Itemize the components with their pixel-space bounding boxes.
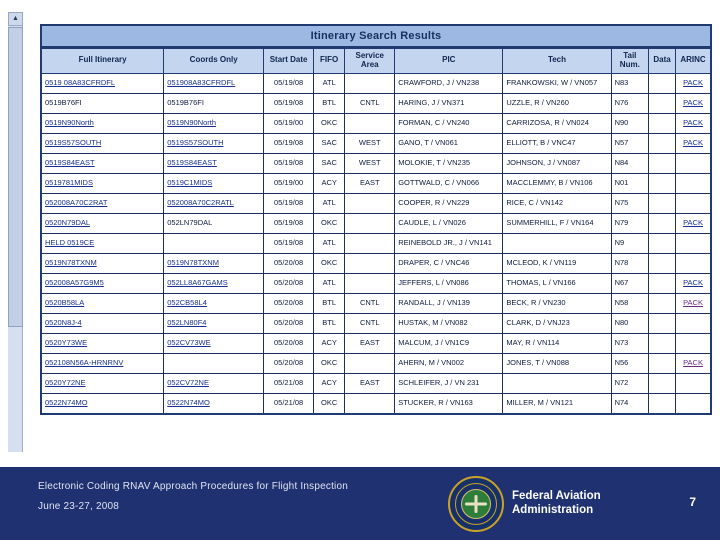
cell-full-itinerary[interactable]: [41, 193, 164, 213]
cell-tail-num: N79: [611, 213, 648, 233]
cell-tail-num: N67: [611, 273, 648, 293]
cell-tech: ELLIOTT, B / VNC47: [503, 133, 611, 153]
cell-arinc: [676, 153, 711, 173]
cell-full-itinerary[interactable]: [41, 313, 164, 333]
cell-start-date: 05/20/08: [264, 253, 314, 273]
cell-service-area: EAST: [345, 333, 395, 353]
table-row: [41, 393, 711, 414]
table-row: [41, 213, 711, 233]
cell-tech: [503, 233, 611, 253]
cell-tech: JONES, T / VN088: [503, 353, 611, 373]
cell-tail-num: N74: [611, 393, 648, 414]
table-row: [41, 333, 711, 353]
slide-footer: [0, 467, 720, 540]
cell-service-area: CNTL: [345, 313, 395, 333]
cell-tech: JOHNSON, J / VN087: [503, 153, 611, 173]
results-table-container: [24, 12, 712, 452]
cell-arinc[interactable]: [676, 73, 711, 93]
cell-fifo: ATL: [314, 273, 345, 293]
column-header-full-itinerary[interactable]: Full Itinerary: [41, 48, 164, 73]
cell-full-itinerary-link[interactable]: 052108N56A-HRNRNV: [45, 357, 124, 367]
cell-full-itinerary-link[interactable]: 0519S57SOUTH: [45, 137, 102, 147]
cell-coords-only[interactable]: [164, 153, 264, 173]
cell-tech: [503, 373, 611, 393]
cell-coords-only-link[interactable]: 052008A70C2RATL: [167, 197, 234, 207]
cell-data: [649, 73, 676, 93]
cell-full-itinerary[interactable]: [41, 253, 164, 273]
cell-full-itinerary[interactable]: [41, 373, 164, 393]
cell-coords-only[interactable]: [164, 193, 264, 213]
cell-service-area: EAST: [345, 173, 395, 193]
cell-coords-only[interactable]: [164, 333, 264, 353]
cell-fifo: OKC: [314, 393, 345, 414]
cell-arinc[interactable]: [676, 353, 711, 373]
cell-fifo: BTL: [314, 313, 345, 333]
cell-fifo: OKC: [314, 213, 345, 233]
seal-wing-vertical: [475, 495, 478, 513]
cell-arinc-link[interactable]: PACK: [683, 97, 703, 107]
cell-full-itinerary[interactable]: [41, 333, 164, 353]
cell-arinc[interactable]: [676, 293, 711, 313]
cell-full-itinerary-link[interactable]: 052008A57G9M5: [45, 277, 104, 287]
cell-pic: MOLOKIE, T / VN235: [395, 153, 503, 173]
cell-service-area: [345, 73, 395, 93]
agency-name-line2: Administration: [512, 504, 594, 517]
column-header-pic[interactable]: PIC: [395, 48, 503, 73]
cell-tech: BECK, R / VN230: [503, 293, 611, 313]
cell-start-date: 05/20/08: [264, 313, 314, 333]
cell-start-date: 05/19/08: [264, 73, 314, 93]
cell-fifo: ACY: [314, 173, 345, 193]
faa-seal-logo-icon: [448, 476, 504, 532]
cell-arinc: [676, 393, 711, 414]
vertical-scrollbar[interactable]: [8, 12, 23, 452]
cell-start-date: 05/19/08: [264, 133, 314, 153]
cell-data: [649, 353, 676, 373]
cell-service-area: [345, 353, 395, 373]
cell-full-itinerary-link[interactable]: 0519S84EAST: [45, 157, 95, 167]
cell-service-area: [345, 213, 395, 233]
cell-tail-num: N84: [611, 153, 648, 173]
cell-pic: AHERN, M / VN002: [395, 353, 503, 373]
cell-coords-only[interactable]: [164, 273, 264, 293]
cell-full-itinerary[interactable]: [41, 293, 164, 313]
cell-service-area: [345, 233, 395, 253]
cell-tail-num: N9: [611, 233, 648, 253]
column-header-service-area[interactable]: Service Area: [345, 48, 395, 73]
cell-coords-only[interactable]: [164, 133, 264, 153]
cell-pic: HARING, J / VN371: [395, 93, 503, 113]
cell-data: [649, 153, 676, 173]
cell-arinc: [676, 253, 711, 273]
cell-arinc-link[interactable]: PACK: [683, 357, 703, 367]
cell-pic: JEFFERS, L / VN086: [395, 273, 503, 293]
cell-fifo: SAC: [314, 153, 345, 173]
cell-tech: MAY, R / VN114: [503, 333, 611, 353]
cell-service-area: CNTL: [345, 93, 395, 113]
column-header-tail-num[interactable]: Tail Num.: [611, 48, 648, 73]
cell-pic: HUSTAK, M / VN082: [395, 313, 503, 333]
cell-coords-only-link[interactable]: 0519N90North: [167, 117, 217, 127]
cell-start-date: 05/19/08: [264, 213, 314, 233]
cell-start-date: 05/19/08: [264, 153, 314, 173]
screenshot-region: [8, 12, 712, 452]
cell-coords-only-link[interactable]: 052LN80F4: [167, 317, 207, 327]
cell-service-area: EAST: [345, 373, 395, 393]
table-row: [41, 353, 711, 373]
cell-tail-num: N78: [611, 253, 648, 273]
cell-coords-only[interactable]: [164, 73, 264, 93]
table-row: [41, 113, 711, 133]
cell-tail-num: N57: [611, 133, 648, 153]
cell-full-itinerary-link[interactable]: 0520Y72NE: [45, 377, 86, 387]
cell-pic: COOPER, R / VN229: [395, 193, 503, 213]
column-header-start-date[interactable]: Start Date: [264, 48, 314, 73]
cell-tech: UZZLE, R / VN260: [503, 93, 611, 113]
cell-full-itinerary[interactable]: [41, 133, 164, 153]
cell-arinc[interactable]: [676, 273, 711, 293]
cell-pic: RANDALL, J / VN139: [395, 293, 503, 313]
cell-tail-num: N56: [611, 353, 648, 373]
table-row: [41, 313, 711, 333]
table-body: [41, 73, 711, 414]
cell-start-date: 05/19/00: [264, 113, 314, 133]
table-row: [41, 293, 711, 313]
cell-pic: DRAPER, C / VNC46: [395, 253, 503, 273]
cell-full-itinerary[interactable]: [41, 393, 164, 414]
cell-start-date: 05/20/08: [264, 273, 314, 293]
cell-coords-only-link[interactable]: 052CB58L4: [167, 297, 207, 307]
cell-start-date: 05/19/08: [264, 193, 314, 213]
cell-full-itinerary[interactable]: [41, 113, 164, 133]
cell-data: [649, 253, 676, 273]
cell-data: [649, 173, 676, 193]
cell-arinc-link[interactable]: PACK: [683, 117, 703, 127]
cell-tech: MACCLEMMY, B / VN106: [503, 173, 611, 193]
table-row: [41, 73, 711, 93]
cell-full-itinerary-link[interactable]: 0519N90North: [45, 117, 94, 127]
cell-arinc: [676, 233, 711, 253]
scroll-up-arrow-icon[interactable]: ▲: [8, 12, 23, 26]
cell-fifo: ACY: [314, 333, 345, 353]
cell-arinc-link[interactable]: PACK: [683, 217, 703, 227]
table-row: [41, 273, 711, 293]
cell-full-itinerary[interactable]: [41, 353, 164, 373]
cell-arinc: [676, 193, 711, 213]
itinerary-results-table: [40, 24, 712, 415]
cell-tech: CLARK, D / VNJ23: [503, 313, 611, 333]
footer-presentation-title: Electronic Coding RNAV Approach Procedures for Flight Inspection: [38, 481, 348, 492]
cell-coords-only[interactable]: [164, 373, 264, 393]
cell-tail-num: N90: [611, 113, 648, 133]
cell-coords-only: 052LN79DAL: [164, 213, 264, 233]
cell-coords-only[interactable]: [164, 313, 264, 333]
cell-start-date: 05/20/08: [264, 333, 314, 353]
page-number: 7: [689, 495, 696, 509]
table-row: [41, 373, 711, 393]
table-row: [41, 193, 711, 213]
cell-arinc: [676, 173, 711, 193]
cell-tech: MCLEOD, K / VN119: [503, 253, 611, 273]
cell-full-itinerary-link[interactable]: 0520N8J-4: [45, 317, 82, 327]
cell-coords-only: [164, 233, 264, 253]
cell-data: [649, 233, 676, 253]
cell-full-itinerary-link[interactable]: 0519N78TXNM: [45, 257, 97, 267]
scrollbar-thumb[interactable]: [8, 27, 23, 327]
cell-start-date: 05/19/08: [264, 93, 314, 113]
cell-tech: SUMMERHILL, F / VN164: [503, 213, 611, 233]
agency-name-line1: Federal Aviation: [512, 490, 601, 502]
table-row: [41, 253, 711, 273]
cell-pic: MALCUM, J / VN1C9: [395, 333, 503, 353]
table-row: [41, 93, 711, 113]
cell-service-area: WEST: [345, 133, 395, 153]
cell-tech: FRANKOWSKI, W / VN057: [503, 73, 611, 93]
cell-full-itinerary[interactable]: [41, 273, 164, 293]
cell-arinc: [676, 333, 711, 353]
cell-service-area: CNTL: [345, 293, 395, 313]
cell-arinc[interactable]: [676, 93, 711, 113]
cell-coords-only[interactable]: [164, 253, 264, 273]
cell-data: [649, 373, 676, 393]
cell-full-itinerary[interactable]: [41, 233, 164, 253]
cell-start-date: 05/19/00: [264, 173, 314, 193]
cell-tail-num: N75: [611, 193, 648, 213]
cell-full-itinerary-link[interactable]: 0520B58LA: [45, 297, 85, 307]
cell-data: [649, 133, 676, 153]
column-header-fifo[interactable]: FIFO: [314, 48, 345, 73]
cell-service-area: [345, 253, 395, 273]
cell-tail-num: N73: [611, 333, 648, 353]
cell-full-itinerary-link[interactable]: 0519781MIDS: [45, 177, 93, 187]
cell-tail-num: N58: [611, 293, 648, 313]
column-header-coords-only[interactable]: Coords Only: [164, 48, 264, 73]
cell-coords-only-link[interactable]: 0519C1MIDS: [167, 177, 213, 187]
cell-pic: GANO, T / VN061: [395, 133, 503, 153]
cell-fifo: OKC: [314, 113, 345, 133]
cell-fifo: BTL: [314, 93, 345, 113]
table-row: [41, 233, 711, 253]
cell-fifo: OKC: [314, 253, 345, 273]
cell-service-area: [345, 113, 395, 133]
cell-arinc-link[interactable]: PACK: [683, 77, 703, 87]
cell-service-area: WEST: [345, 153, 395, 173]
cell-full-itinerary: 0519B76FI: [41, 93, 164, 113]
cell-fifo: BTL: [314, 293, 345, 313]
cell-tail-num: N80: [611, 313, 648, 333]
cell-full-itinerary-link[interactable]: 0522N74MO: [45, 397, 88, 407]
cell-data: [649, 113, 676, 133]
column-header-data[interactable]: Data: [649, 48, 676, 73]
cell-tail-num: N83: [611, 73, 648, 93]
cell-data: [649, 273, 676, 293]
cell-service-area: [345, 273, 395, 293]
cell-start-date: 05/21/08: [264, 393, 314, 414]
cell-start-date: 05/21/08: [264, 373, 314, 393]
cell-data: [649, 93, 676, 113]
cell-start-date: 05/19/08: [264, 233, 314, 253]
footer-date: June 23-27, 2008: [38, 501, 120, 512]
cell-full-itinerary-link[interactable]: 0519 08A83CFRDFL: [45, 77, 116, 87]
cell-fifo: ATL: [314, 73, 345, 93]
cell-data: [649, 333, 676, 353]
cell-data: [649, 213, 676, 233]
table-row: [41, 173, 711, 193]
cell-data: [649, 313, 676, 333]
cell-coords-only-link[interactable]: 052LL8A67GAMS: [167, 277, 228, 287]
cell-arinc[interactable]: [676, 213, 711, 233]
cell-coords-only-link[interactable]: 052CV72NE: [167, 377, 209, 387]
cell-full-itinerary[interactable]: [41, 213, 164, 233]
cell-tech: THOMAS, L / VN166: [503, 273, 611, 293]
cell-tail-num: N72: [611, 373, 648, 393]
column-header-arinc[interactable]: ARINC: [676, 48, 711, 73]
table-row: [41, 153, 711, 173]
cell-arinc[interactable]: [676, 133, 711, 153]
cell-start-date: 05/20/08: [264, 353, 314, 373]
cell-data: [649, 193, 676, 213]
cell-pic: CAUDLE, L / VN026: [395, 213, 503, 233]
cell-pic: GOTTWALD, C / VN066: [395, 173, 503, 193]
cell-tail-num: N76: [611, 93, 648, 113]
agency-name: [512, 489, 601, 518]
cell-pic: REINEBOLD JR., J / VN141: [395, 233, 503, 253]
cell-fifo: SAC: [314, 133, 345, 153]
cell-arinc[interactable]: [676, 113, 711, 133]
cell-start-date: 05/20/08: [264, 293, 314, 313]
cell-coords-only-link[interactable]: 051908A83CFRDFL: [167, 77, 236, 87]
table-header-row: [41, 48, 711, 73]
cell-fifo: ATL: [314, 233, 345, 253]
cell-full-itinerary-link[interactable]: 0520Y73WE: [45, 337, 88, 347]
cell-full-itinerary[interactable]: [41, 73, 164, 93]
cell-coords-only: [164, 353, 264, 373]
cell-coords-only-link[interactable]: 052CV73WE: [167, 337, 211, 347]
cell-tech: MILLER, M / VN121: [503, 393, 611, 414]
cell-pic: CRAWFORD, J / VN238: [395, 73, 503, 93]
cell-full-itinerary-link[interactable]: 0520N79DAL: [45, 217, 91, 227]
cell-data: [649, 393, 676, 414]
cell-tail-num: N01: [611, 173, 648, 193]
table-title: Itinerary Search Results: [40, 24, 712, 47]
cell-arinc-link[interactable]: PACK: [683, 297, 703, 307]
table-row: [41, 133, 711, 153]
cell-fifo: OKC: [314, 353, 345, 373]
cell-full-itinerary[interactable]: [41, 153, 164, 173]
cell-coords-only-link[interactable]: 0519S57SOUTH: [167, 137, 224, 147]
cell-coords-only[interactable]: [164, 113, 264, 133]
cell-coords-only[interactable]: [164, 173, 264, 193]
cell-fifo: ATL: [314, 193, 345, 213]
cell-full-itinerary[interactable]: [41, 173, 164, 193]
cell-arinc: [676, 373, 711, 393]
cell-tech: RICE, C / VN142: [503, 193, 611, 213]
cell-arinc-link[interactable]: PACK: [683, 137, 703, 147]
cell-pic: SCHLEIFER, J / VN 231: [395, 373, 503, 393]
cell-coords-only[interactable]: [164, 293, 264, 313]
cell-arinc-link[interactable]: PACK: [683, 277, 703, 287]
cell-service-area: [345, 193, 395, 213]
cell-pic: STUCKER, R / VN163: [395, 393, 503, 414]
cell-tech: CARRIZOSA, R / VN024: [503, 113, 611, 133]
cell-pic: FORMAN, C / VN240: [395, 113, 503, 133]
footer-text-block: [38, 481, 468, 512]
column-header-tech[interactable]: Tech: [503, 48, 611, 73]
cell-coords-only-link[interactable]: 0522N74MO: [167, 397, 210, 407]
cell-coords-only: 0519B76FI: [164, 93, 264, 113]
cell-coords-only-link[interactable]: 0519N78TXNM: [167, 257, 219, 267]
cell-coords-only[interactable]: [164, 393, 264, 414]
cell-fifo: ACY: [314, 373, 345, 393]
cell-data: [649, 293, 676, 313]
cell-full-itinerary-link[interactable]: HELD 0519CE: [45, 237, 95, 247]
cell-arinc: [676, 313, 711, 333]
cell-full-itinerary-link[interactable]: 052008A70C2RAT: [45, 197, 108, 207]
cell-service-area: [345, 393, 395, 414]
cell-coords-only-link[interactable]: 0519S84EAST: [167, 157, 217, 167]
